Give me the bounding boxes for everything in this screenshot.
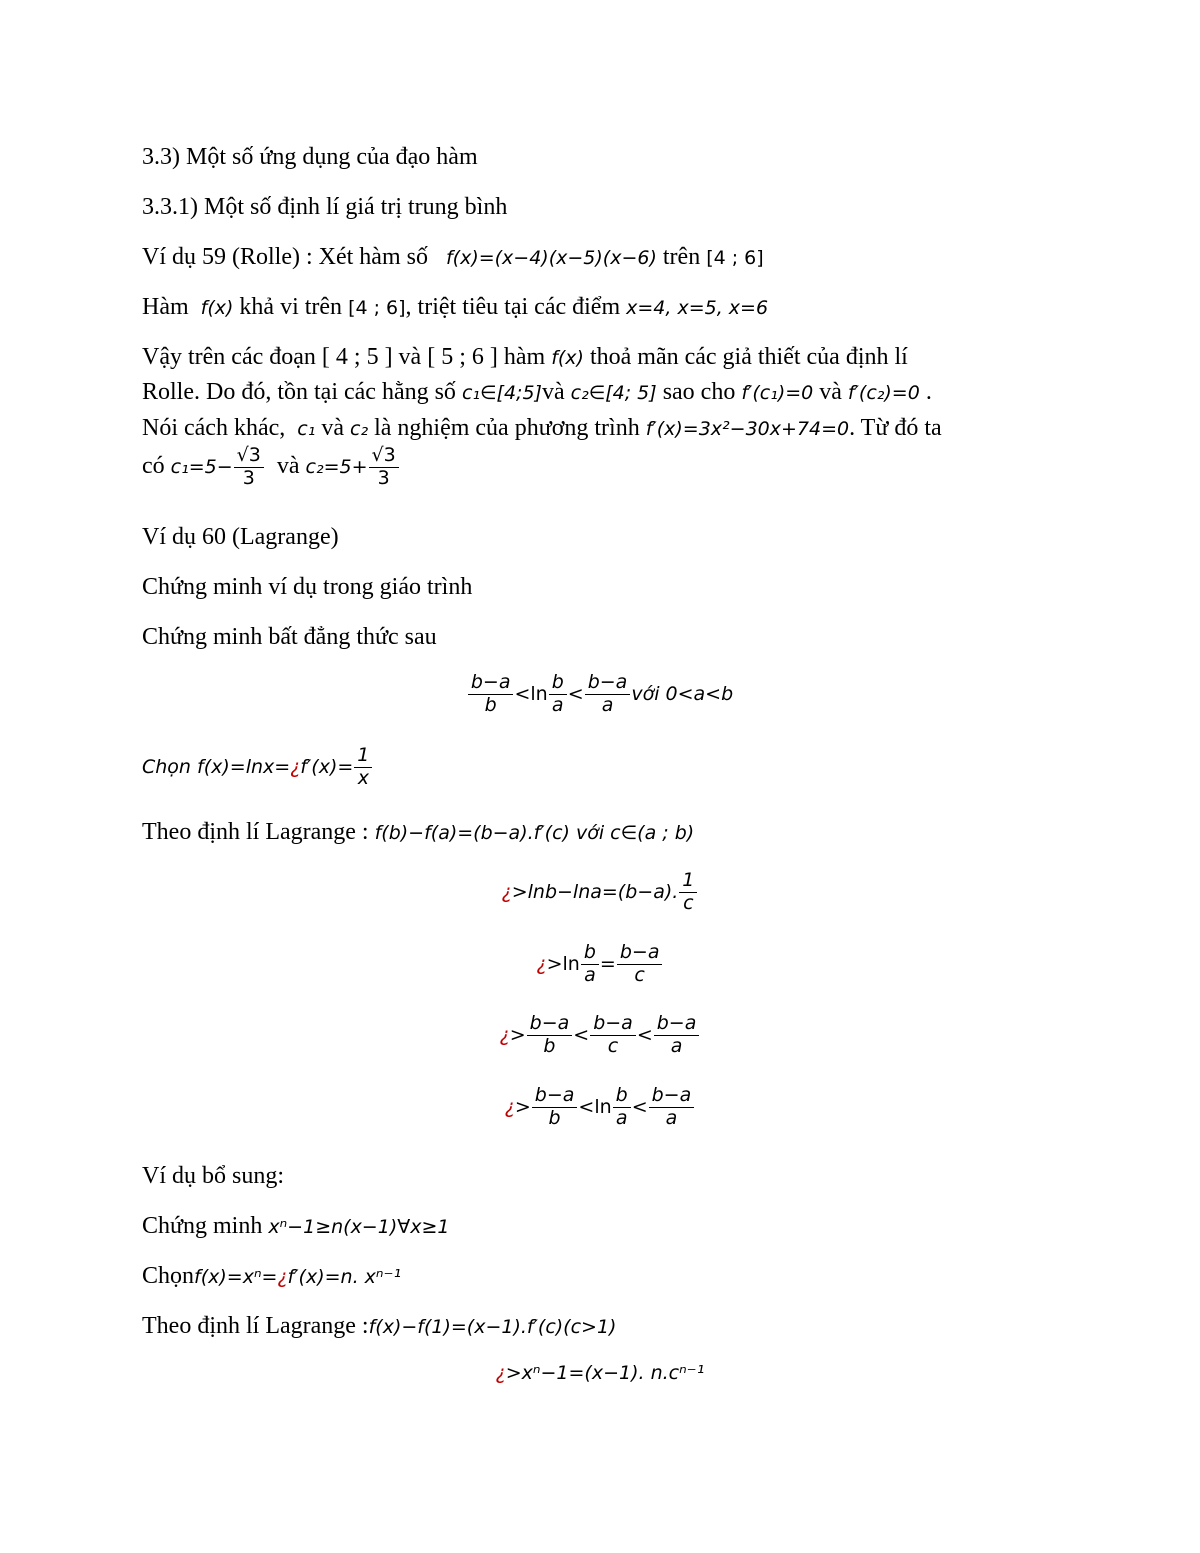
numerator: b−a bbox=[654, 1013, 700, 1036]
formula: Chọn f(x)=lnx= bbox=[142, 755, 291, 778]
text: Rolle. Do đó, tồn tại các hằng số bbox=[142, 379, 456, 405]
numerator: 1 bbox=[354, 745, 372, 768]
operator: < bbox=[636, 1023, 653, 1046]
ln: ln bbox=[530, 682, 548, 705]
step-1 bbox=[0, 870, 1200, 915]
text: Theo định lí Lagrange : bbox=[142, 1313, 369, 1339]
text: và bbox=[276, 452, 300, 479]
denominator: a bbox=[670, 1034, 683, 1057]
implies-symbol: ¿ bbox=[290, 755, 301, 778]
interval: [4 ; 6] bbox=[348, 297, 406, 319]
c1-value: c₁=5− bbox=[170, 455, 233, 478]
operator: > bbox=[546, 952, 563, 975]
fraction bbox=[581, 942, 599, 987]
text: có bbox=[142, 452, 165, 479]
numerator: b−a bbox=[585, 672, 631, 695]
extra-choose-line bbox=[142, 1262, 401, 1291]
text: Chứng minh bbox=[142, 1213, 263, 1239]
extra-final-step bbox=[0, 1362, 1200, 1384]
denominator: 3 bbox=[377, 466, 390, 489]
numerator: b bbox=[581, 942, 599, 965]
fraction bbox=[679, 870, 697, 915]
extra-prove-line bbox=[142, 1212, 449, 1241]
denominator: a bbox=[601, 693, 614, 716]
operator: < bbox=[567, 682, 584, 705]
text: là nghiệm của phương trình bbox=[374, 415, 640, 441]
fx-formula: f(x) bbox=[551, 347, 584, 369]
condition: với 0<a<b bbox=[631, 682, 734, 705]
fraction bbox=[585, 672, 631, 717]
fraction-sqrt3-over-3 bbox=[369, 445, 399, 490]
implies-symbol: ¿ bbox=[536, 952, 547, 975]
fraction bbox=[654, 1013, 700, 1058]
fraction bbox=[532, 1085, 578, 1130]
formula: >lnb−lna=(b−a). bbox=[511, 880, 679, 903]
denominator: c bbox=[683, 891, 694, 914]
numerator: 1 bbox=[679, 870, 697, 893]
fraction bbox=[617, 942, 663, 987]
denominator: c bbox=[634, 963, 645, 986]
formula: >xⁿ−1=(x−1). n.cⁿ⁻¹ bbox=[505, 1362, 705, 1384]
denominator: b bbox=[548, 1106, 561, 1129]
text: Vậy trên các đoạn [ 4 ; 5 ] và [ 5 ; 6 ] hàm bbox=[142, 344, 546, 370]
denominator: a bbox=[551, 693, 564, 716]
implies-symbol: ¿ bbox=[277, 1266, 288, 1288]
implies-symbol: ¿ bbox=[499, 1023, 510, 1046]
lagrange-theorem-line bbox=[142, 818, 694, 847]
f-prime-c2: f′(c₂)=0 bbox=[847, 382, 920, 404]
c2-interval: c₂∈[4; 5] bbox=[570, 382, 657, 404]
numerator: √3 bbox=[234, 445, 264, 468]
formula: f(x)−f(1)=(x−1).f′(c)(c>1) bbox=[368, 1316, 617, 1338]
operator: < bbox=[514, 682, 531, 705]
c2-value: c₂=5+ bbox=[305, 455, 368, 478]
text: . Từ đó ta bbox=[849, 415, 942, 441]
numerator: b−a bbox=[649, 1085, 695, 1108]
example-60-label: Ví dụ 60 (Lagrange) bbox=[142, 524, 339, 550]
fraction bbox=[613, 1085, 631, 1130]
denominator: b bbox=[484, 693, 497, 716]
step-2 bbox=[0, 942, 1200, 987]
numerator: √3 bbox=[369, 445, 399, 468]
fraction-sqrt3-over-3 bbox=[234, 445, 264, 490]
operator: > bbox=[514, 1095, 531, 1118]
numerator: b−a bbox=[617, 942, 663, 965]
example-59-line-4 bbox=[142, 378, 932, 407]
step-4 bbox=[0, 1085, 1200, 1130]
denominator: c bbox=[607, 1034, 619, 1057]
interval: [4 ; 6] bbox=[706, 247, 764, 269]
f-prime-c1: f′(c₁)=0 bbox=[741, 382, 814, 404]
numerator: b bbox=[613, 1085, 631, 1108]
text-line: Chứng minh bất đẳng thức sau bbox=[142, 624, 437, 650]
operator: < bbox=[573, 1023, 590, 1046]
example-59-line-2 bbox=[142, 293, 768, 322]
denominator: a bbox=[665, 1106, 678, 1129]
extra-example-label: Ví dụ bổ sung: bbox=[142, 1163, 285, 1189]
text: . bbox=[925, 379, 932, 405]
inequality-statement bbox=[0, 672, 1200, 717]
text: và bbox=[541, 379, 565, 405]
formula: f′(x)= bbox=[300, 755, 354, 778]
implies-symbol: ¿ bbox=[495, 1362, 506, 1384]
operator: < bbox=[578, 1095, 595, 1118]
implies-symbol: ¿ bbox=[501, 880, 512, 903]
subsection-heading: 3.3.1) Một số định lí giá trị trung bình bbox=[142, 194, 508, 220]
text: và bbox=[819, 379, 842, 405]
denominator: x bbox=[357, 766, 369, 789]
numerator: b−a bbox=[590, 1013, 636, 1036]
text: khả vi trên bbox=[239, 294, 343, 320]
numerator: b−a bbox=[532, 1085, 578, 1108]
section-heading: 3.3) Một số ứng dụng của đạo hàm bbox=[142, 144, 478, 170]
text: , triệt tiêu tại các điểm bbox=[405, 294, 621, 320]
example-59-line-6 bbox=[142, 445, 400, 490]
fraction bbox=[590, 1013, 636, 1058]
text-line: Chứng minh ví dụ trong giáo trình bbox=[142, 574, 473, 600]
operator: > bbox=[509, 1023, 526, 1046]
denominator: 3 bbox=[242, 466, 255, 489]
operator: < bbox=[631, 1095, 648, 1118]
denominator: a bbox=[615, 1106, 628, 1129]
c2-symbol: c₂ bbox=[350, 418, 369, 440]
text: Hàm bbox=[142, 294, 189, 320]
fraction bbox=[468, 672, 514, 717]
denominator: b bbox=[543, 1034, 556, 1057]
implies-symbol: ¿ bbox=[504, 1095, 515, 1118]
ln: ln bbox=[562, 952, 580, 975]
text: thoả mãn các giả thiết của định lí bbox=[589, 344, 908, 370]
ln: ln bbox=[594, 1095, 612, 1118]
step-3 bbox=[0, 1013, 1200, 1058]
formula: f′(x)=n. xⁿ⁻¹ bbox=[287, 1266, 402, 1288]
text: sao cho bbox=[662, 379, 736, 405]
numerator: b bbox=[549, 672, 567, 695]
c1-interval: c₁∈[4;5] bbox=[461, 382, 542, 404]
function-formula: f(x)=(x−4)(x−5)(x−6) bbox=[445, 247, 657, 269]
text: và bbox=[321, 415, 344, 441]
text: trên bbox=[662, 244, 701, 270]
lagrange-formula: f(b)−f(a)=(b−a).f′(c) với c∈(a ; b) bbox=[374, 822, 695, 844]
choose-function bbox=[142, 745, 373, 790]
derivative-equation: f′(x)=3x²−30x+74=0 bbox=[645, 418, 850, 440]
denominator: a bbox=[584, 963, 596, 986]
fraction bbox=[527, 1013, 573, 1058]
extra-lagrange-line bbox=[142, 1312, 616, 1341]
formula: xⁿ−1≥n(x−1)∀x≥1 bbox=[268, 1216, 450, 1238]
operator: = bbox=[599, 952, 616, 975]
fraction bbox=[549, 672, 567, 717]
numerator: b−a bbox=[527, 1013, 573, 1036]
example-59-label: Ví dụ 59 (Rolle) : Xét hàm số bbox=[142, 244, 428, 270]
example-59-line-1 bbox=[142, 243, 764, 272]
text: Chọn bbox=[142, 1263, 195, 1289]
numerator: b−a bbox=[468, 672, 514, 695]
example-59-line-5 bbox=[142, 414, 942, 443]
fraction bbox=[649, 1085, 695, 1130]
formula: f(x)=xⁿ= bbox=[194, 1266, 278, 1288]
fx-formula: f(x) bbox=[200, 297, 234, 319]
text: Nói cách khác, bbox=[142, 415, 286, 441]
example-59-line-3 bbox=[142, 343, 908, 372]
c1-symbol: c₁ bbox=[297, 418, 316, 440]
fraction bbox=[354, 745, 372, 790]
zero-points: x=4, x=5, x=6 bbox=[626, 297, 769, 319]
text: Theo định lí Lagrange : bbox=[142, 819, 369, 845]
